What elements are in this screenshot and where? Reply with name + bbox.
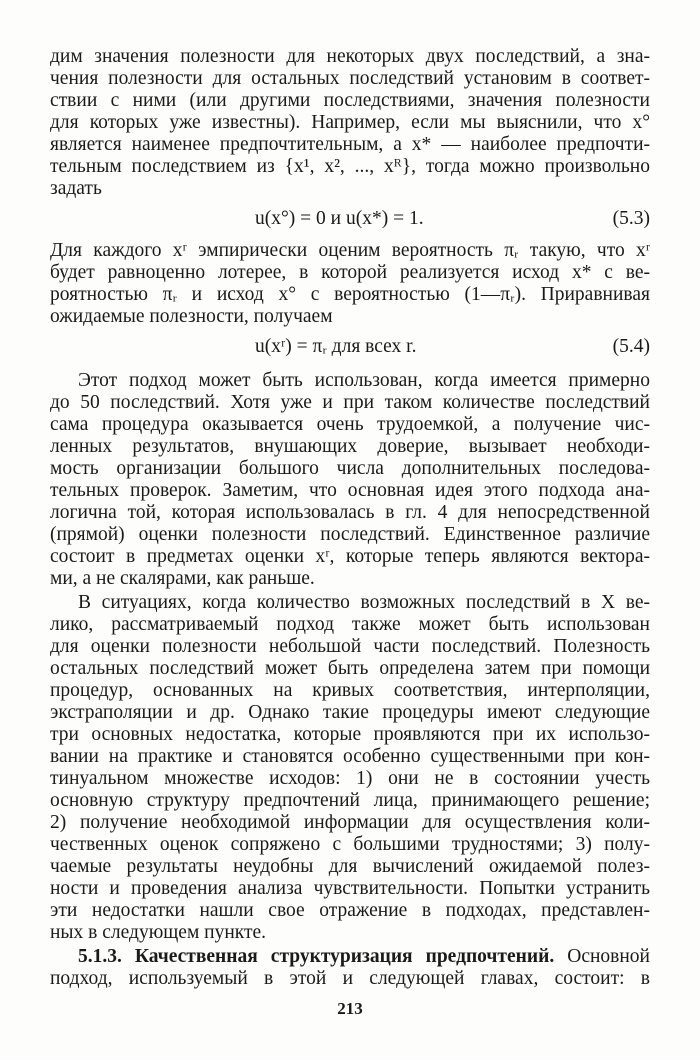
text-line: является наименее предпочтительным, а x* — наиболее предпочти- — [50, 134, 650, 155]
section-heading: 5.1.3. Качественная структуризация предпочтений. — [78, 946, 555, 967]
text-line: остальных последствий может быть определена затем при помощи — [50, 658, 650, 679]
text-line: тинуальном множестве исходов: 1) они не в состоянии учесть — [50, 768, 650, 789]
text-line: логична той, которая использовалась в гл. 4 для непосредственной — [50, 502, 650, 523]
text-line: три основных недостатка, которые проявляются при их использо- — [50, 724, 650, 745]
text-line: 2) получение необходимой информации для осуществления коли- — [50, 812, 650, 833]
text-line: процедур, основанных на кривых соответствия, интерполяции, — [50, 680, 650, 701]
text-line: ных в следующем пункте. — [50, 922, 267, 943]
text-line: чения полезности для остальных последствий установим в соответ- — [50, 68, 650, 89]
text-line: ленных результатов, внушающих доверие, вызывает необходи- — [50, 436, 650, 457]
text-line: мость организации большого числа дополнительных последова- — [50, 458, 650, 479]
text-line: для которых уже известны). Например, если мы выяснили, что x° — [50, 112, 650, 133]
text-line: чаемые результаты неудобны для вычислений ожидаемой полез- — [50, 856, 650, 877]
text-line: ности и проведения анализа чувствительности. Попытки устранить — [50, 878, 650, 899]
text-line: дим значения полезности для некоторых двух последствий, а зна- — [50, 46, 650, 67]
text-line: задать — [50, 178, 102, 199]
text-line: ожидаемые полезности, получаем — [50, 306, 333, 327]
text-line: экстраполяции и др. Однако такие процедуры имеют следующие — [50, 702, 650, 723]
text-line: Для каждого xʳ эмпирически оценим вероятность πᵣ такую, что xʳ — [50, 240, 650, 261]
equation-formula: u(xʳ) = πᵣ для всех r. — [255, 336, 417, 357]
text-line: лико, рассматриваемый подход также может быть использован — [50, 614, 650, 635]
text-line: состоит в предметах оценки xʳ, которые теперь являются вектора- — [50, 546, 650, 567]
text-line: тельных проверок. Заметим, что основная идея этого подхода ана- — [50, 480, 650, 501]
text-line: Этот подход может быть использован, когда имеется примерно — [78, 370, 650, 391]
text-line: вании на практике и становятся особенно существенными при кон- — [50, 746, 650, 767]
text-line: роятностью πᵣ и исход x° с вероятностью (1—πᵣ). Приравнивая — [50, 284, 650, 305]
text-line: эти недостатки нашли свое отражение в подходах, представлен- — [50, 900, 650, 921]
text-line: основную структуру предпочтений лица, принимающего решение; — [50, 790, 650, 811]
page-number: 213 — [337, 999, 363, 1018]
section-heading-continuation: Основной — [567, 946, 650, 967]
text-line: для оценки полезности небольшой части последствий. Полезность — [50, 636, 650, 657]
text-line: тельным последствием из {x¹, x², ..., xᴿ}, тогда можно произвольно — [50, 156, 650, 177]
equation-number: (5.4) — [612, 336, 650, 357]
text-line: до 50 последствий. Хотя уже и при таком количестве последствий — [50, 392, 650, 413]
text-line: ми, а не скалярами, как раньше. — [50, 568, 315, 589]
equation-formula: u(x°) = 0 и u(x*) = 1. — [255, 208, 424, 229]
text-line: подход, используемый в этой и следующей главах, состоит: в — [50, 968, 650, 989]
section-heading-line — [78, 946, 650, 968]
text-line: В ситуациях, когда количество возможных последствий в X ве- — [78, 592, 650, 613]
equation-number: (5.3) — [612, 208, 650, 229]
text-line: чественных оценок сопряжено с большими трудностями; 3) полу- — [50, 834, 650, 855]
text-line: будет равноценно лотерее, в которой реализуется исход x* с ве- — [50, 262, 650, 283]
text-line: сама процедура оказывается очень трудоемкой, а получение чис- — [50, 414, 650, 435]
text-line: ствии с ними (или другими последствиями, значения полезности — [50, 90, 650, 111]
equation-5-3 — [50, 208, 650, 232]
text-line: (прямой) оценки полезности последствий. Единственное различие — [50, 524, 650, 545]
equation-5-4 — [50, 336, 650, 360]
